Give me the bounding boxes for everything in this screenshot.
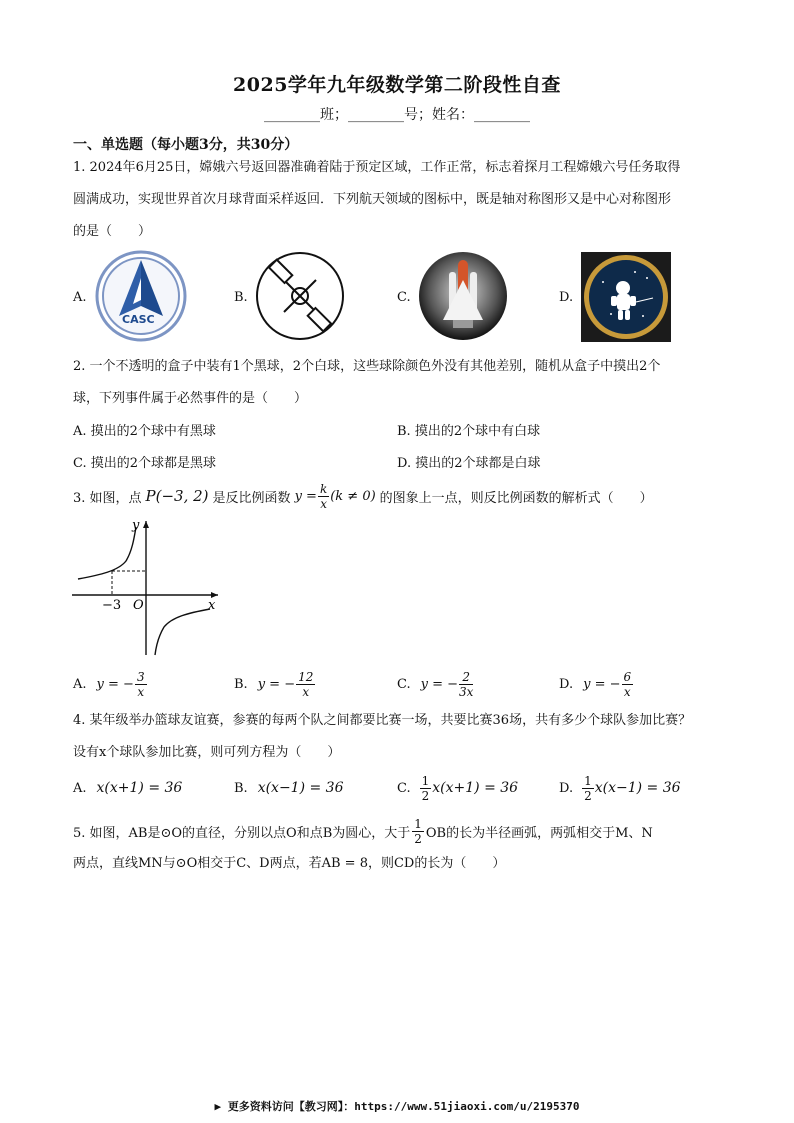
q3-option-c: C. y = − $\frac{2}{3x}$ xyxy=(397,669,474,699)
q1-option-d-label: D. xyxy=(559,290,574,305)
footer-link[interactable]: ▶ 更多资料访问【教习网】：https://www.51jiaoxi.com/u/2195370 xyxy=(214,1100,580,1113)
q3-condition: (k ≠ 0) xyxy=(330,488,376,504)
question-2 xyxy=(73,351,723,415)
q4-line1: 4. 某年级举办篮球友谊赛，参赛的每两个队之间都要比赛一场，共要比赛36场，共有多少个球队参加比赛？ xyxy=(73,713,692,728)
satellite-symbol-icon xyxy=(252,250,348,346)
q2-option-c: C. 摸出的2个球都是黑球 xyxy=(73,456,217,471)
q3-point: P(−3, 2) xyxy=(145,487,209,505)
q1-line3: 的是（ ） xyxy=(73,224,152,239)
graph-tick-label: −3 xyxy=(102,598,122,613)
q1-option-b-label: B. xyxy=(234,290,248,305)
q3-option-b: B. y = − $\frac{12}{x}$ xyxy=(234,669,314,699)
graph-y-label: y xyxy=(132,518,140,533)
q2-option-a: A. 摸出的2个球中有黑球 xyxy=(73,424,216,439)
page-title: 2025学年九年级数学第二阶段性自查 xyxy=(233,74,561,96)
question-4 xyxy=(73,705,723,769)
q3-option-d: D. y = − $\frac{6}{x}$ xyxy=(559,669,632,699)
q3-prefix: 3. 如图，点 xyxy=(73,490,142,506)
astronaut-badge-icon xyxy=(581,252,671,346)
q3-func-y: y = xyxy=(294,488,317,504)
question-5-line1: 5. 如图， AB是⊙O的直径，分别以点O和点B为圆心，大于 $\frac{1}{2}$ OB的长为半径画弧，两弧相交于M、N xyxy=(73,816,653,846)
q2-line2: 球，下列事件属于必然事件的是（ ） xyxy=(73,391,308,406)
casc-logo-text: CASC xyxy=(122,313,155,326)
section-heading: 一、单选题（每小题3分，共30分） xyxy=(73,137,299,153)
q3-func-fraction: $\frac{k}{x}$ xyxy=(319,481,328,511)
question-5-line2: 两点，直线MN与⊙O相交于C、D两点，若AB = 8，则CD的长为（ ） xyxy=(73,856,506,871)
q2-option-b: B. 摸出的2个球中有白球 xyxy=(397,424,541,439)
question-1 xyxy=(73,152,723,248)
question-3 xyxy=(73,478,653,514)
hyperbola-graph xyxy=(70,517,230,663)
q3-suffix: 的图象上一点，则反比例函数的解析式（ ） xyxy=(379,490,653,506)
q2-option-d: D. 摸出的2个球都是白球 xyxy=(397,456,541,471)
q1-option-c-label: C. xyxy=(397,290,411,305)
q2-line1: 2. 一个不透明的盒子中装有1个黑球，2个白球，这些球除颜色外没有其他差别，随机从盒子中摸出2个 xyxy=(73,359,661,374)
casc-logo-icon xyxy=(95,250,187,346)
q3-option-a: A. y = − $\frac{3}{x}$ xyxy=(73,669,145,699)
space-shuttle-icon xyxy=(415,250,511,346)
q3-mid: 是反比例函数 xyxy=(212,490,291,506)
q1-line2: 圆满成功，实现世界首次月球背面采样返回．下列航天领域的图标中，既是轴对称图形又是中心对称图形 xyxy=(73,192,672,207)
name-fields: ________班；________号；姓名：________ xyxy=(264,107,530,123)
q4-option-d: D. $\frac{1}{2}$ x(x−1) = 36 xyxy=(559,773,681,803)
q4-option-c: C. $\frac{1}{2}$ x(x+1) = 36 xyxy=(397,773,519,803)
graph-x-label: x xyxy=(208,598,216,613)
q1-option-a-label: A. xyxy=(73,290,87,305)
q4-option-b: B. x(x−1) = 36 xyxy=(234,780,344,796)
q4-option-a: A. x(x+1) = 36 xyxy=(73,780,183,796)
q4-line2: 设有x个球队参加比赛，则可列方程为（ ） xyxy=(73,745,341,760)
graph-origin-label: O xyxy=(133,598,144,613)
q1-line1: 1. 2024年6月25日，嫦娥六号返回器准确着陆于预定区域，工作正常，标志着探月工程嫦娥六号任务取得 xyxy=(73,160,681,175)
